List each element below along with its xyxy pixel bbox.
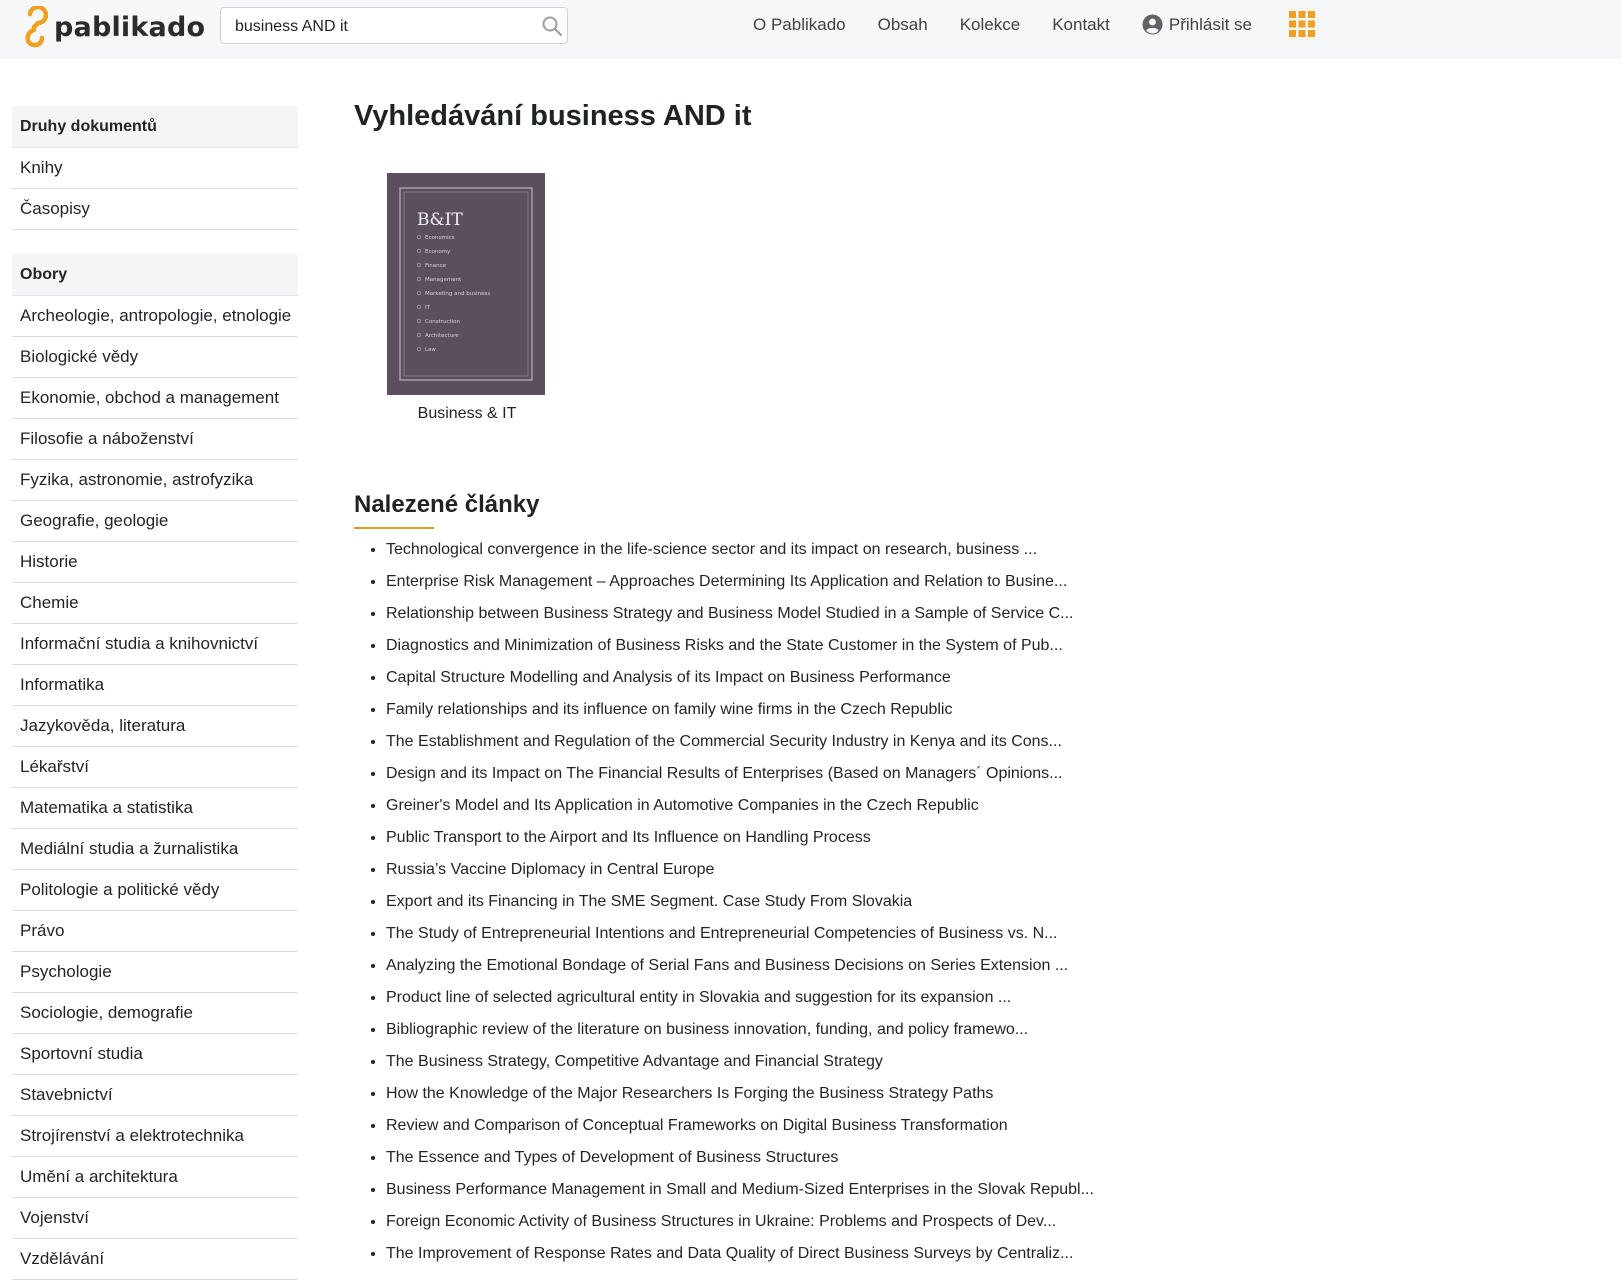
sidebar-item-field[interactable]: Sportovní studia xyxy=(12,1034,298,1075)
cover-item: Economy xyxy=(425,249,451,255)
journal-card[interactable] xyxy=(387,173,547,423)
article-link[interactable]: • Review and Comparison of Conceptual Frameworks on Digital Business Transformation xyxy=(386,1110,1354,1142)
cover-item: Economics xyxy=(425,235,455,241)
doc-types-heading: Druhy dokumentů xyxy=(12,106,298,148)
sidebar-item-field[interactable]: Vzdělávání xyxy=(12,1239,298,1280)
cover-item: Finance xyxy=(425,263,447,269)
cover-item: Marketing and business xyxy=(425,291,491,297)
search-input[interactable] xyxy=(233,8,527,45)
article-link[interactable]: • Business Performance Management in Small and Medium-Sized Enterprises in the Slovak Republ... xyxy=(386,1174,1354,1206)
article-link[interactable]: • Product line of selected agricultural entity in Slovakia and suggestion for its expansion ... xyxy=(386,982,1354,1014)
sidebar-item-field[interactable]: Archeologie, antropologie, etnologie xyxy=(12,296,298,337)
articles-section xyxy=(354,488,1354,1270)
article-link[interactable]: • Foreign Economic Activity of Business Structures in Ukraine: Problems and Prospects of Dev... xyxy=(386,1206,1354,1238)
pablikado-logo[interactable] xyxy=(22,6,205,48)
main-content xyxy=(354,96,1354,1262)
article-link[interactable]: • Russia’s Vaccine Diplomacy in Central Europe xyxy=(386,854,1354,886)
article-link[interactable]: • Bibliographic review of the literature on business innovation, funding, and policy framewo... xyxy=(386,1014,1354,1046)
heading-underline xyxy=(354,527,434,529)
nav-collections[interactable]: Kolekce xyxy=(959,14,1021,34)
article-link[interactable]: • Diagnostics and Minimization of Business Risks and the State Customer in the System of Pub... xyxy=(386,630,1354,662)
sidebar-item-field[interactable]: Biologické vědy xyxy=(12,337,298,378)
cover-item: Law xyxy=(425,347,436,353)
article-link[interactable]: • How the Knowledge of the Major Researchers Is Forging the Business Strategy Paths xyxy=(386,1078,1354,1110)
sidebar xyxy=(12,106,298,1280)
sidebar-item-field[interactable]: Lékařství xyxy=(12,747,298,788)
fields-list xyxy=(12,296,298,1280)
sidebar-item-field[interactable]: Ekonomie, obchod a management xyxy=(12,378,298,419)
nav-contact[interactable]: Kontakt xyxy=(1052,14,1110,34)
page-title: Vyhledávání business AND it xyxy=(354,100,752,132)
nav-about[interactable]: O Pablikado xyxy=(753,14,846,34)
article-link[interactable]: • Capital Structure Modelling and Analysis of its Impact on Business Performance xyxy=(386,662,1354,694)
pablikado-logo-icon xyxy=(22,6,48,48)
article-link[interactable]: • The Business Strategy, Competitive Advantage and Financial Strategy xyxy=(386,1046,1354,1078)
sidebar-item-field[interactable]: Matematika a statistika xyxy=(12,788,298,829)
top-bar xyxy=(0,0,1622,59)
article-link[interactable]: • The Essence and Types of Development of Business Structures xyxy=(386,1142,1354,1174)
sidebar-item-field[interactable]: Politologie a politické vědy xyxy=(12,870,298,911)
apps-grid-icon[interactable] xyxy=(1288,10,1316,38)
journal-name: Business & IT xyxy=(417,405,517,422)
articles-heading: Nalezené články xyxy=(354,491,540,518)
sidebar-item-field[interactable]: Mediální studia a žurnalistika xyxy=(12,829,298,870)
sidebar-item-field[interactable]: Sociologie, demografie xyxy=(12,993,298,1034)
article-link[interactable]: • Relationship between Business Strategy and Business Model Studied in a Sample of Service C... xyxy=(386,598,1354,630)
article-link[interactable]: • Family relationships and its influence on family wine firms in the Czech Republic xyxy=(386,694,1354,726)
sidebar-item-field[interactable]: Chemie xyxy=(12,583,298,624)
cover-title: B&IT xyxy=(417,210,463,230)
sidebar-item-field[interactable]: Historie xyxy=(12,542,298,583)
user-icon xyxy=(1142,14,1163,35)
article-link[interactable]: • The Study of Entrepreneurial Intentions and Entrepreneurial Competencies of Business vs. N... xyxy=(386,918,1354,950)
journal-cover xyxy=(387,173,545,395)
fields-heading: Obory xyxy=(12,254,298,296)
article-link[interactable]: • Export and its Financing in The SME Segment. Case Study From Slovakia xyxy=(386,886,1354,918)
sidebar-item-field[interactable]: Jazykověda, literatura xyxy=(12,706,298,747)
sidebar-item-field[interactable]: Vojenství xyxy=(12,1198,298,1239)
cover-item: IT xyxy=(425,305,430,311)
login-link[interactable] xyxy=(1142,14,1252,35)
logo-text: pablikado xyxy=(54,11,206,43)
sidebar-item-field[interactable]: Informační studia a knihovnictví xyxy=(12,624,298,665)
sidebar-item-field[interactable]: Strojírenství a elektrotechnika xyxy=(12,1116,298,1157)
search-icon[interactable] xyxy=(541,15,563,37)
article-link[interactable]: • Enterprise Risk Management – Approaches Determining Its Application and Relation to Busine... xyxy=(386,566,1354,598)
sidebar-item-field[interactable]: Psychologie xyxy=(12,952,298,993)
nav-content[interactable]: Obsah xyxy=(877,14,928,34)
article-link[interactable]: • Technological convergence in the life-science sector and its impact on research, business ... xyxy=(386,534,1354,566)
sidebar-item-books[interactable]: Knihy xyxy=(12,148,298,189)
sidebar-item-field[interactable]: Filosofie a náboženství xyxy=(12,419,298,460)
sidebar-item-field[interactable]: Geografie, geologie xyxy=(12,501,298,542)
main-nav xyxy=(753,14,1252,35)
sidebar-item-journals[interactable]: Časopisy xyxy=(12,189,298,230)
article-link[interactable]: • Analyzing the Emotional Bondage of Serial Fans and Business Decisions on Series Extension ... xyxy=(386,950,1354,982)
login-label: Přihlásit se xyxy=(1168,14,1252,34)
articles-list xyxy=(354,534,1354,1270)
sidebar-item-field[interactable]: Umění a architektura xyxy=(12,1157,298,1198)
sidebar-item-field[interactable]: Informatika xyxy=(12,665,298,706)
sidebar-item-field[interactable]: Právo xyxy=(12,911,298,952)
article-link[interactable]: • Greiner's Model and Its Application in Automotive Companies in the Czech Republic xyxy=(386,790,1354,822)
article-link[interactable]: • The Establishment and Regulation of the Commercial Security Industry in Kenya and its Cons... xyxy=(386,726,1354,758)
article-link[interactable]: • Design and its Impact on The Financial Results of Enterprises (Based on Managers´ Opinions... xyxy=(386,758,1354,790)
cover-item: Management xyxy=(425,277,462,283)
cover-item: Architecture xyxy=(425,333,459,339)
search-box xyxy=(220,7,568,44)
article-link[interactable]: • Public Transport to the Airport and Its Influence on Handling Process xyxy=(386,822,1354,854)
sidebar-item-field[interactable]: Fyzika, astronomie, astrofyzika xyxy=(12,460,298,501)
sidebar-item-field[interactable]: Stavebnictví xyxy=(12,1075,298,1116)
cover-item: Construction xyxy=(425,319,461,325)
article-link[interactable]: • The Improvement of Response Rates and Data Quality of Direct Business Surveys by Centraliz... xyxy=(386,1238,1354,1270)
